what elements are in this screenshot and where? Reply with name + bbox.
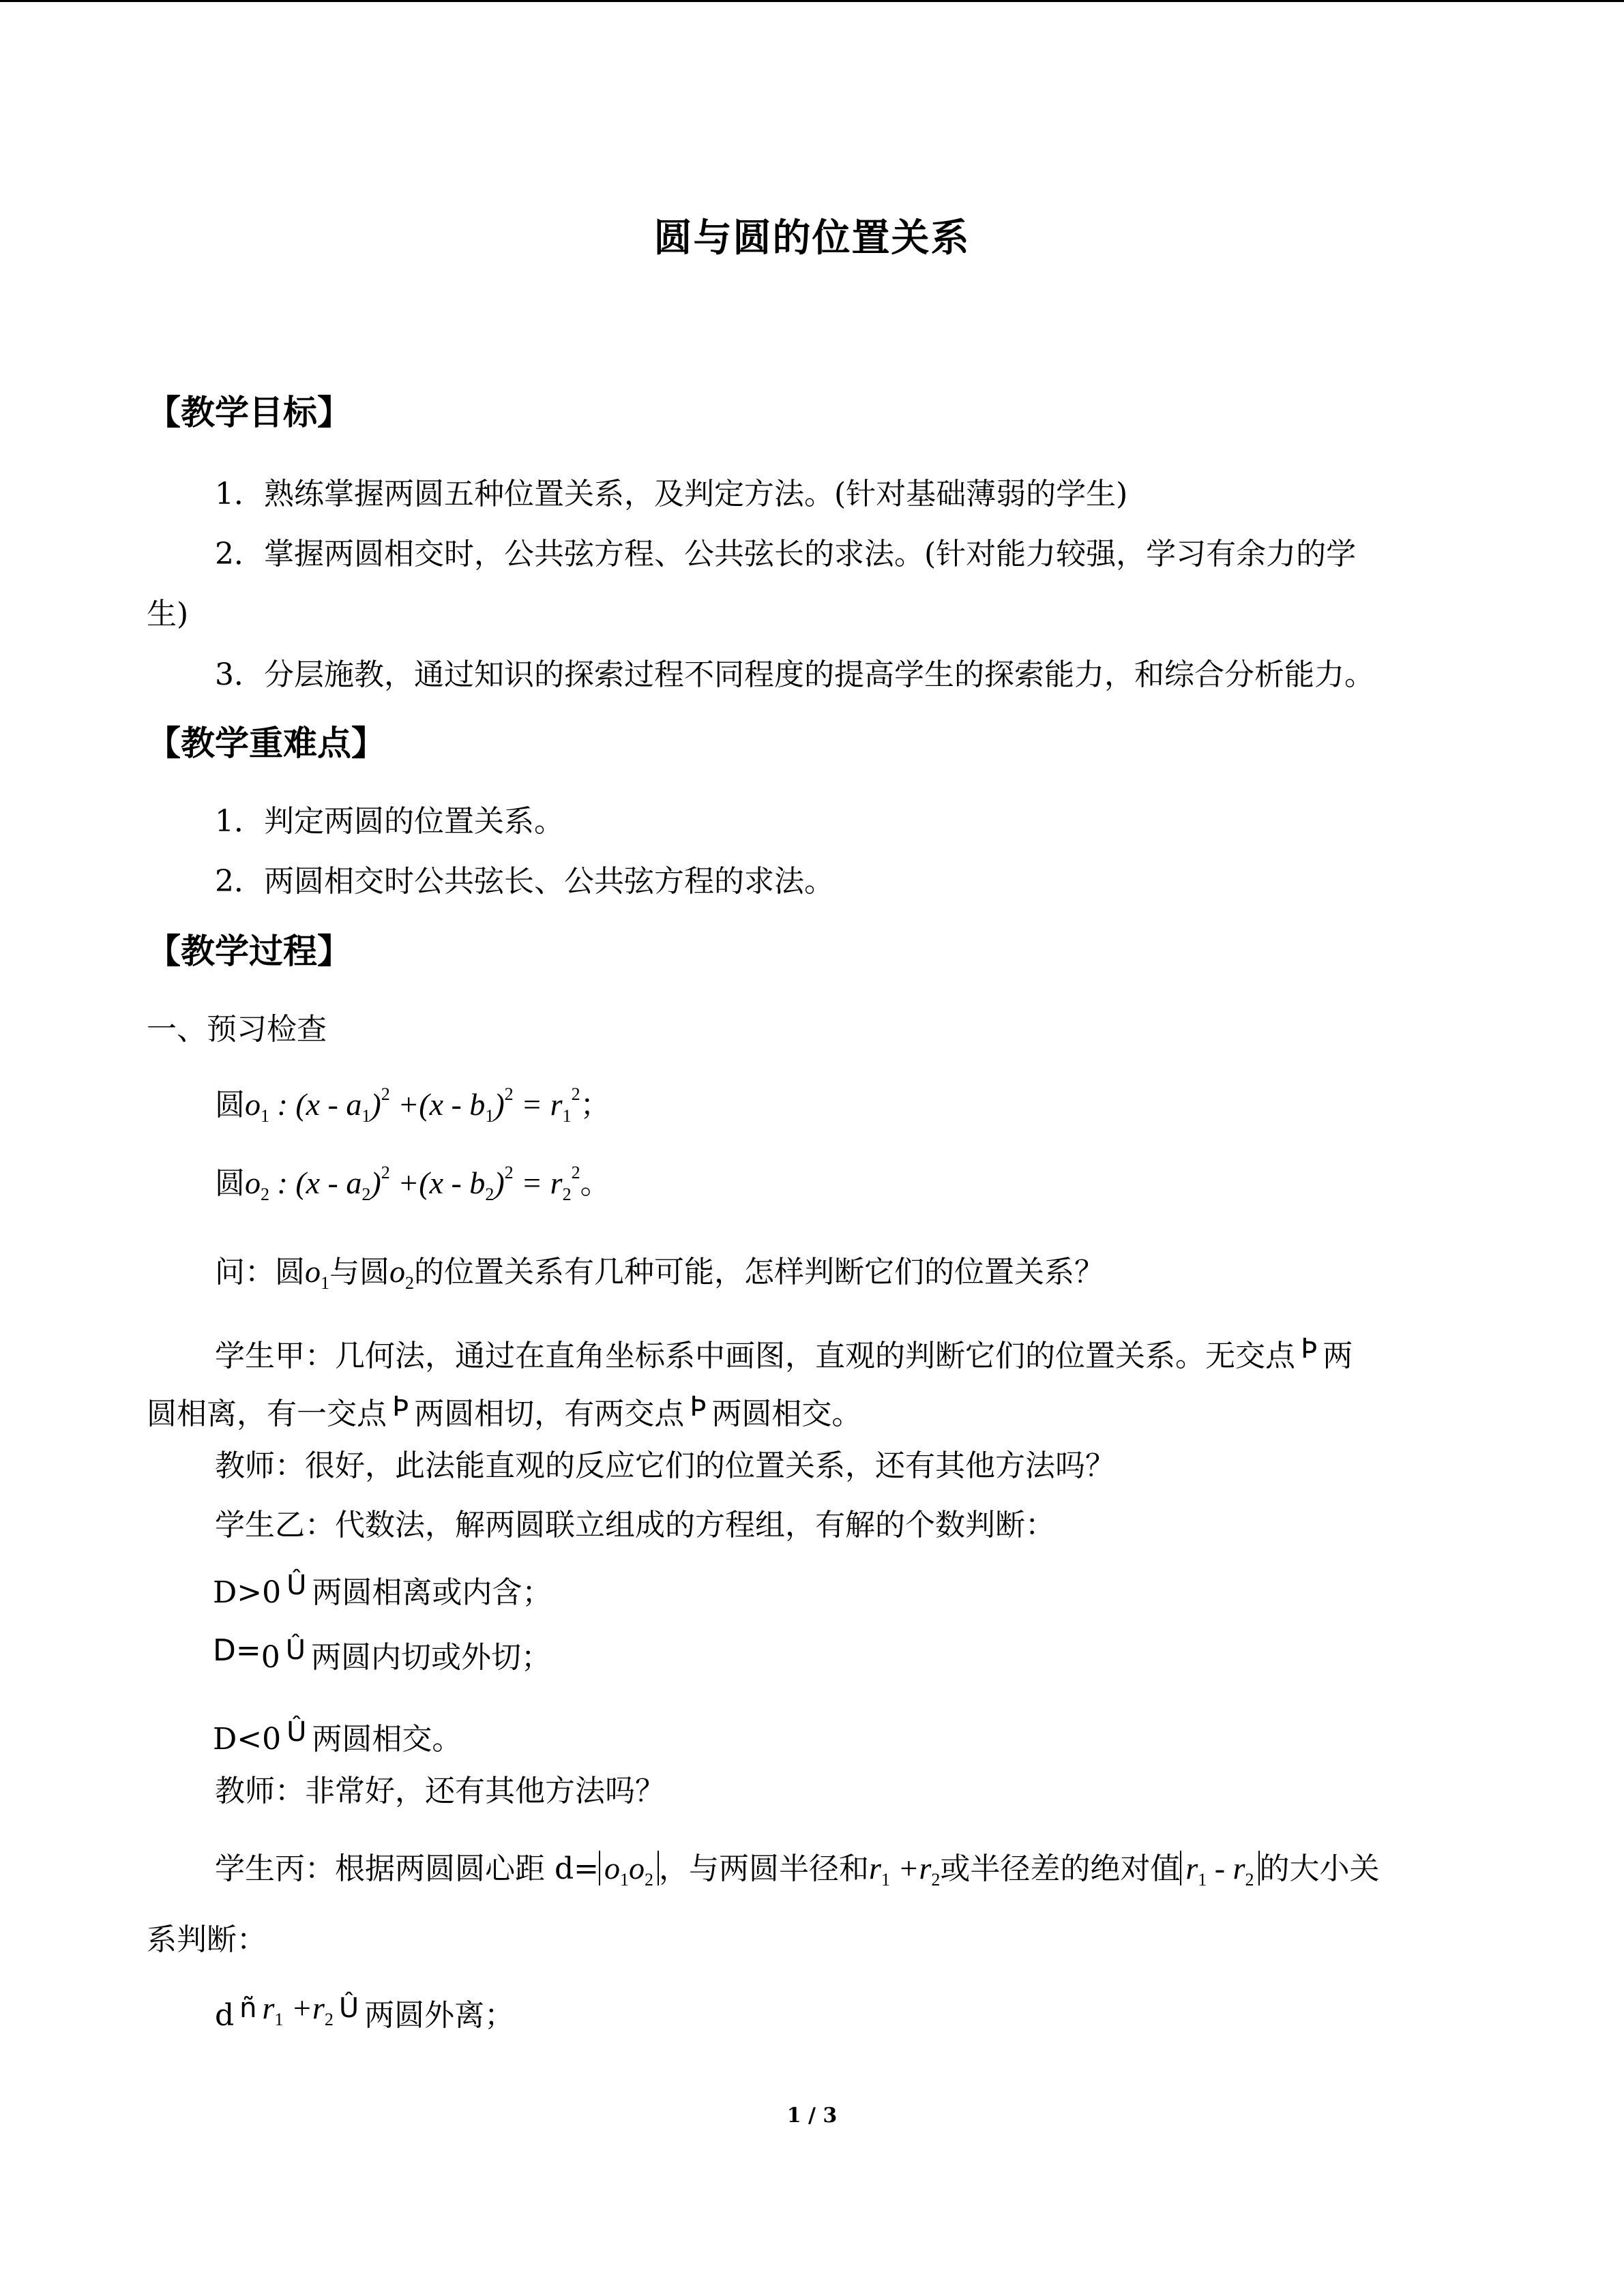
process-heading: 【教学过程】 [147, 931, 351, 971]
circle1-end: ； [580, 1088, 610, 1122]
student-c-line1 [215, 1848, 1380, 1900]
case-lhs: D<0 [213, 1722, 282, 1757]
page-number: 1 / 3 [786, 2104, 838, 2128]
circle2-formula: $o_2$ : $(x - a_2)^2 +(x - b_2)^2 = r_2^2$ [245, 1163, 580, 1204]
objective-item-continued: 生) [147, 597, 189, 631]
case-lhs: D= [213, 1633, 261, 1668]
radius-sum-formula: $r_1 +r_2$ [869, 1851, 941, 1890]
case-text: 两圆相离或内含； [312, 1575, 552, 1610]
objective-item: 3．分层施教，通过知识的探索过程不同程度的提高学生的探索能力，和综合分析能力。 [215, 657, 1374, 692]
implies-symbol: Þ [1301, 1333, 1318, 1365]
radius-sum-formula: $r_1 +r_2$ [262, 1991, 334, 2029]
case-lhs-zero: 0 [261, 1640, 280, 1675]
student-a-line1 [215, 1328, 1353, 1377]
student-c-line2: 系判断： [147, 1922, 267, 1957]
circle2-prefix: 圆 [215, 1166, 245, 1201]
question-text: 问：圆 [215, 1255, 305, 1289]
case-lhs: D>0 [213, 1575, 282, 1610]
student-b-line: 学生乙：代数法，解两圆联立组成的方程组，有解的个数判断： [215, 1508, 1055, 1542]
case-3 [213, 1712, 462, 1760]
key-points-heading: 【教学重难点】 [147, 724, 385, 763]
implies-symbol: Þ [690, 1391, 707, 1422]
preview-subheading: 一、预习检查 [147, 1012, 327, 1047]
teacher-line-1: 教师：很好，此法能直观的反应它们的位置关系，还有其他方法吗？ [215, 1448, 1115, 1483]
top-border [0, 0, 1624, 2]
student-a-text: 两圆相切，有两交点 [414, 1397, 685, 1431]
circle1-prefix: 圆 [215, 1088, 245, 1122]
student-a-line2 [147, 1386, 861, 1435]
student-c-text: 的大小关 [1259, 1851, 1380, 1886]
key-point-item: 1．判定两圆的位置关系。 [215, 804, 564, 839]
distance-case-text: 两圆外离； [364, 1998, 515, 2033]
question-text: 与圆 [329, 1255, 389, 1289]
implies-symbol: Þ [392, 1391, 409, 1422]
student-c-text: 或半径差的绝对值 [940, 1851, 1181, 1886]
student-a-text: 学生甲：几何法，通过在直角坐标系中画图，直观的判断它们的位置关系。无交点 [215, 1339, 1295, 1373]
objective-item: 1．熟练掌握两圆五种位置关系，及判定方法。(针对基础薄弱的学生) [215, 477, 1128, 511]
case-1 [213, 1565, 552, 1613]
distance-d: d [215, 1998, 235, 2033]
o2-symbol: $o_2$ [389, 1254, 414, 1293]
case-text: 两圆相交。 [312, 1722, 462, 1757]
greater-symbol: ñ [239, 1993, 257, 2024]
equivalent-symbol: Û [286, 1570, 307, 1601]
circle2-equation [215, 1152, 610, 1215]
teacher-line-2: 教师：非常好，还有其他方法吗？ [215, 1774, 665, 1808]
student-a-text: 两 [1323, 1339, 1353, 1373]
objectives-heading: 【教学目标】 [147, 393, 351, 432]
equivalent-symbol: Û [286, 1716, 307, 1748]
case-text: 两圆内切或外切； [311, 1640, 552, 1675]
radius-diff-formula: $r_1 - r_2$ [1180, 1851, 1259, 1885]
question-text: 的位置关系有几种可能，怎样判断它们的位置关系？ [414, 1255, 1104, 1289]
equivalent-symbol: Û [338, 1993, 359, 2024]
center-distance-formula: $o_1o_2$ [599, 1851, 659, 1885]
student-a-text: 两圆相交。 [711, 1397, 862, 1431]
circle1-formula: $o_1$ : $(x - a_1)^2 +(x - b_1)^2 = r_1^2$ [245, 1084, 580, 1126]
key-point-item: 2．两圆相交时公共弦长、公共弦方程的求法。 [215, 864, 834, 899]
student-a-text: 圆相离，有一交点 [147, 1397, 387, 1431]
circle2-end: 。 [580, 1166, 610, 1201]
distance-case-1 [215, 1988, 514, 2040]
objective-item: 2．掌握两圆相交时，公共弦方程、公共弦长的求法。(针对能力较强，学习有余力的学 [215, 537, 1357, 571]
case-2 [213, 1630, 551, 1678]
question-line [215, 1251, 1104, 1304]
student-c-text: 学生丙：根据两圆圆心距 d= [215, 1851, 600, 1886]
equivalent-symbol: Û [285, 1635, 306, 1666]
student-c-text: ，与两圆半径和 [659, 1851, 870, 1886]
circle1-equation [215, 1074, 610, 1137]
o1-symbol: $o_1$ [305, 1254, 329, 1293]
page-title: 圆与圆的位置关系 [653, 215, 971, 260]
